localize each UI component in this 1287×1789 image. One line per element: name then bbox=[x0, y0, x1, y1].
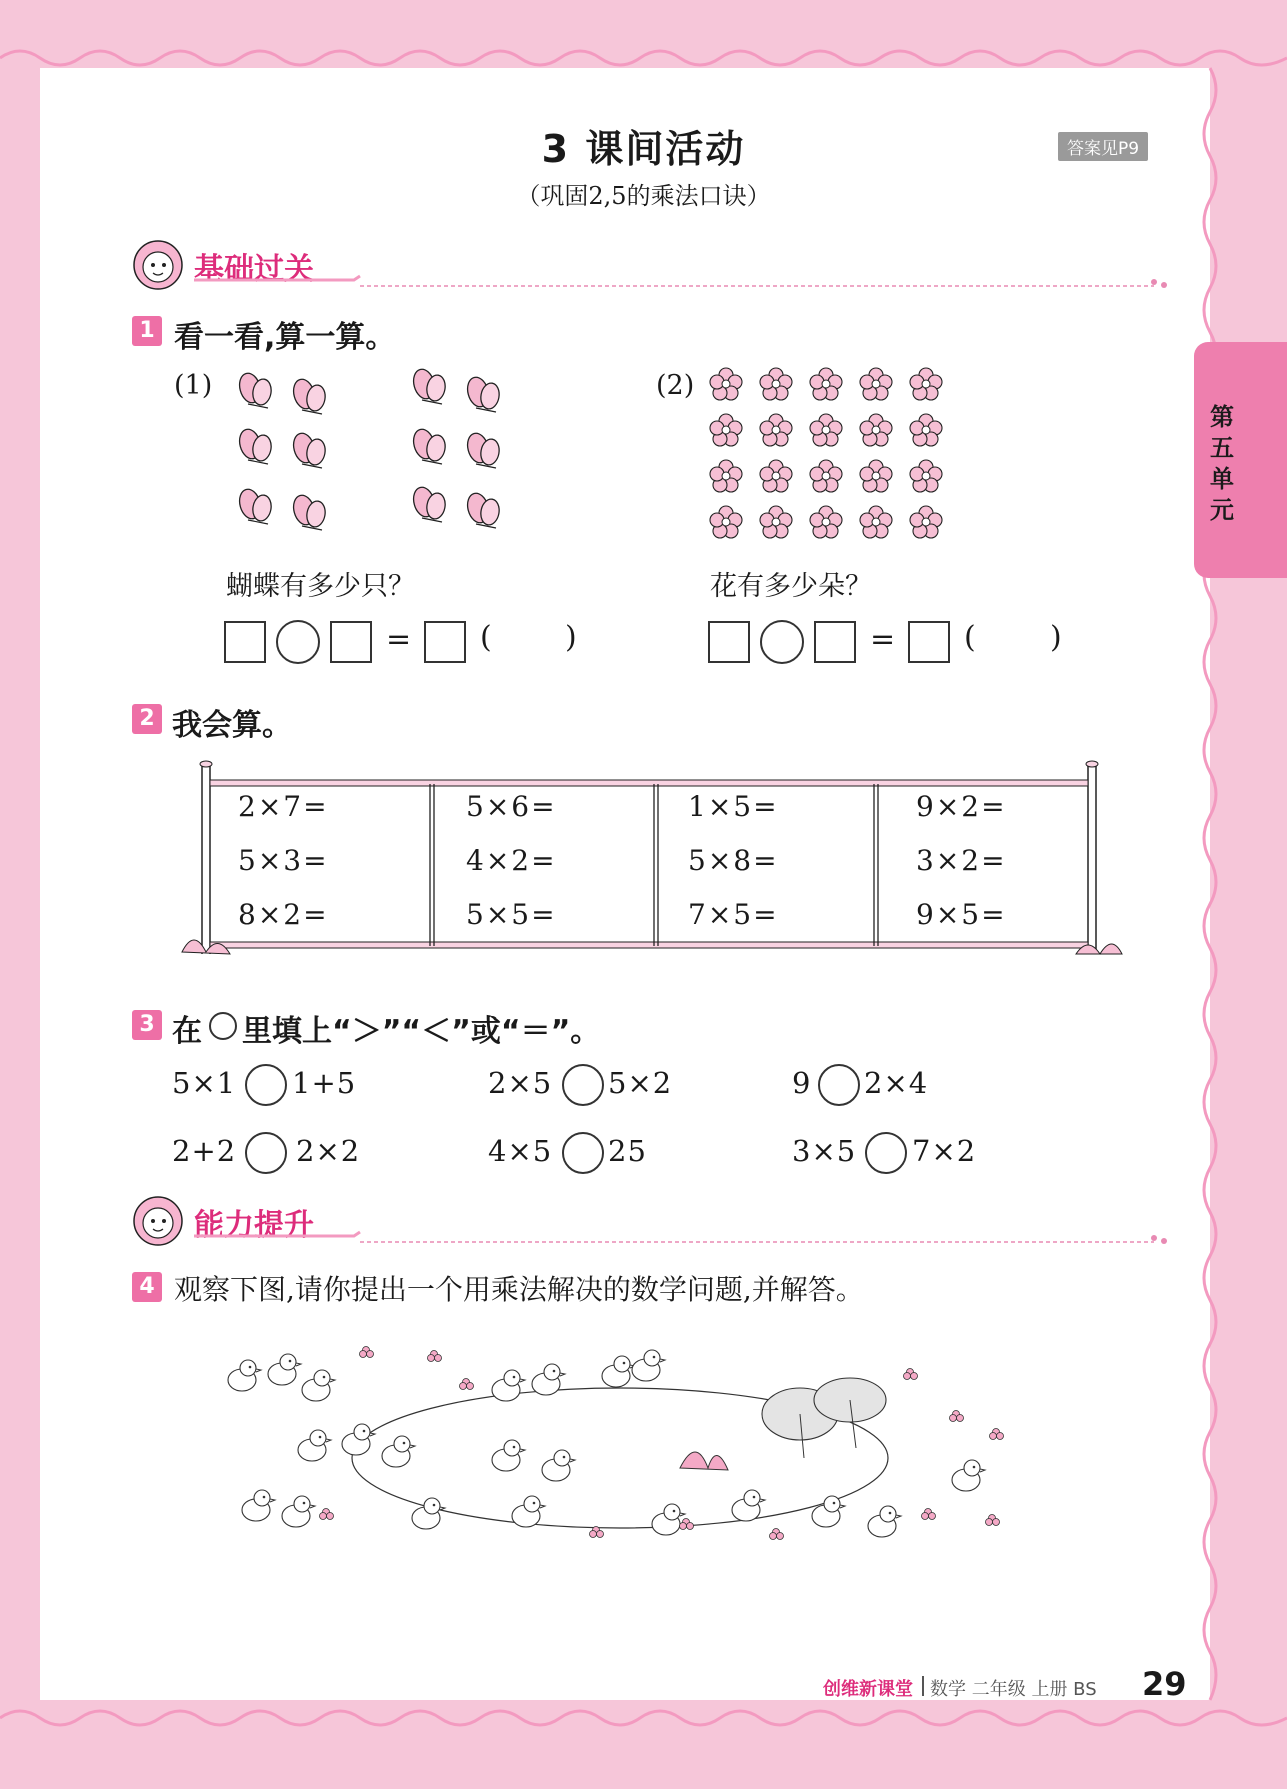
section-advanced-title: 能力提升 bbox=[194, 1208, 314, 1243]
question-2-title: 我会算。 bbox=[172, 708, 292, 743]
compare-left: 2+2 bbox=[172, 1134, 237, 1168]
q1-part1-paren-right: ) bbox=[565, 620, 577, 655]
calc-cell: 9×2= bbox=[916, 790, 1007, 823]
q1-part2-result-box[interactable] bbox=[908, 621, 950, 663]
section-basic-title: 基础过关 bbox=[194, 252, 314, 287]
question-1-number: 1 bbox=[132, 316, 162, 346]
q1-part1-blank-box[interactable] bbox=[330, 621, 372, 663]
section-advanced-underline bbox=[194, 1228, 1174, 1246]
compare-right: 5×2 bbox=[608, 1066, 673, 1100]
q1-part2-label: (2) bbox=[656, 370, 695, 401]
question-3-title-prefix: 在 bbox=[172, 1014, 202, 1049]
q1-part1-label: (1) bbox=[174, 370, 213, 401]
compare-answer-circle[interactable] bbox=[562, 1132, 604, 1174]
answer-reference-badge: 答案见P9 bbox=[1058, 132, 1148, 161]
calc-cell: 3×2= bbox=[916, 844, 1007, 877]
q1-part2-paren-right: ) bbox=[1050, 620, 1062, 655]
calc-cell: 2×7= bbox=[238, 790, 329, 823]
footer-brand: 创维新课堂 bbox=[823, 1679, 913, 1700]
compare-left: 5×1 bbox=[172, 1066, 237, 1100]
q1-part1-operator-circle[interactable] bbox=[276, 620, 320, 664]
compare-left: 2×5 bbox=[488, 1066, 553, 1100]
calc-cell: 5×3= bbox=[238, 844, 329, 877]
q1-part2-blank-box[interactable] bbox=[708, 621, 750, 663]
footer-info: 数学 二年级 上册 BS bbox=[930, 1679, 1097, 1700]
lesson-subtitle: （巩固2,5的乘法口诀） bbox=[516, 182, 771, 210]
calc-cell: 4×2= bbox=[466, 844, 557, 877]
flowers-picture bbox=[706, 364, 956, 544]
calc-cell: 9×5= bbox=[916, 898, 1007, 931]
compare-right: 2×2 bbox=[296, 1134, 361, 1168]
calc-cell: 5×6= bbox=[466, 790, 557, 823]
question-4-title: 观察下图,请你提出一个用乘法解决的数学问题,并解答。 bbox=[174, 1273, 864, 1306]
footer-divider bbox=[922, 1676, 924, 1696]
compare-answer-circle[interactable] bbox=[818, 1064, 860, 1106]
compare-answer-circle[interactable] bbox=[562, 1064, 604, 1106]
compare-left: 9 bbox=[792, 1066, 812, 1100]
calc-cell: 5×8= bbox=[688, 844, 779, 877]
calc-cell: 5×5= bbox=[466, 898, 557, 931]
q1-part1-question: 蝴蝶有多少只？ bbox=[226, 571, 415, 602]
q1-part2-operator-circle[interactable] bbox=[760, 620, 804, 664]
compare-right: 1+5 bbox=[292, 1066, 357, 1100]
calc-cell: 7×5= bbox=[688, 898, 779, 931]
compare-answer-circle[interactable] bbox=[245, 1064, 287, 1106]
question-4-number: 4 bbox=[132, 1272, 162, 1302]
compare-right: 25 bbox=[608, 1134, 647, 1168]
lesson-title: 3 课间活动 bbox=[541, 127, 746, 171]
compare-answer-circle[interactable] bbox=[245, 1132, 287, 1174]
q1-part2-question: 花有多少朵？ bbox=[710, 571, 872, 602]
q1-part2-blank-box[interactable] bbox=[814, 621, 856, 663]
mascot-boy-icon bbox=[126, 1192, 196, 1248]
page-number: 29 bbox=[1142, 1665, 1187, 1703]
question-3-title-suffix: 里填上“＞”“＜”或“＝”。 bbox=[242, 1014, 601, 1049]
q1-part1-paren-left: ( bbox=[480, 620, 492, 655]
q1-part2-paren-left: ( bbox=[964, 620, 976, 655]
circle-symbol-icon bbox=[209, 1012, 237, 1040]
q1-part1-blank-box[interactable] bbox=[224, 621, 266, 663]
compare-answer-circle[interactable] bbox=[865, 1132, 907, 1174]
compare-left: 3×5 bbox=[792, 1134, 857, 1168]
compare-right: 2×4 bbox=[864, 1066, 929, 1100]
section-basic-underline bbox=[194, 272, 1174, 290]
butterflies-picture bbox=[236, 364, 516, 546]
question-1-title: 看一看,算一算。 bbox=[174, 320, 396, 355]
q1-part2-equals: = bbox=[870, 622, 896, 657]
question-2-number: 2 bbox=[132, 704, 162, 734]
compare-left: 4×5 bbox=[488, 1134, 553, 1168]
calc-cell: 8×2= bbox=[238, 898, 329, 931]
calc-cell: 1×5= bbox=[688, 790, 779, 823]
unit-side-tab-label: 第五单元 bbox=[1210, 403, 1234, 524]
q1-part1-equals: = bbox=[386, 622, 412, 657]
compare-right: 7×2 bbox=[912, 1134, 977, 1168]
q1-part1-result-box[interactable] bbox=[424, 621, 466, 663]
pond-scene-illustration bbox=[210, 1318, 1090, 1568]
mascot-girl-icon bbox=[126, 236, 196, 292]
question-3-number: 3 bbox=[132, 1010, 162, 1040]
